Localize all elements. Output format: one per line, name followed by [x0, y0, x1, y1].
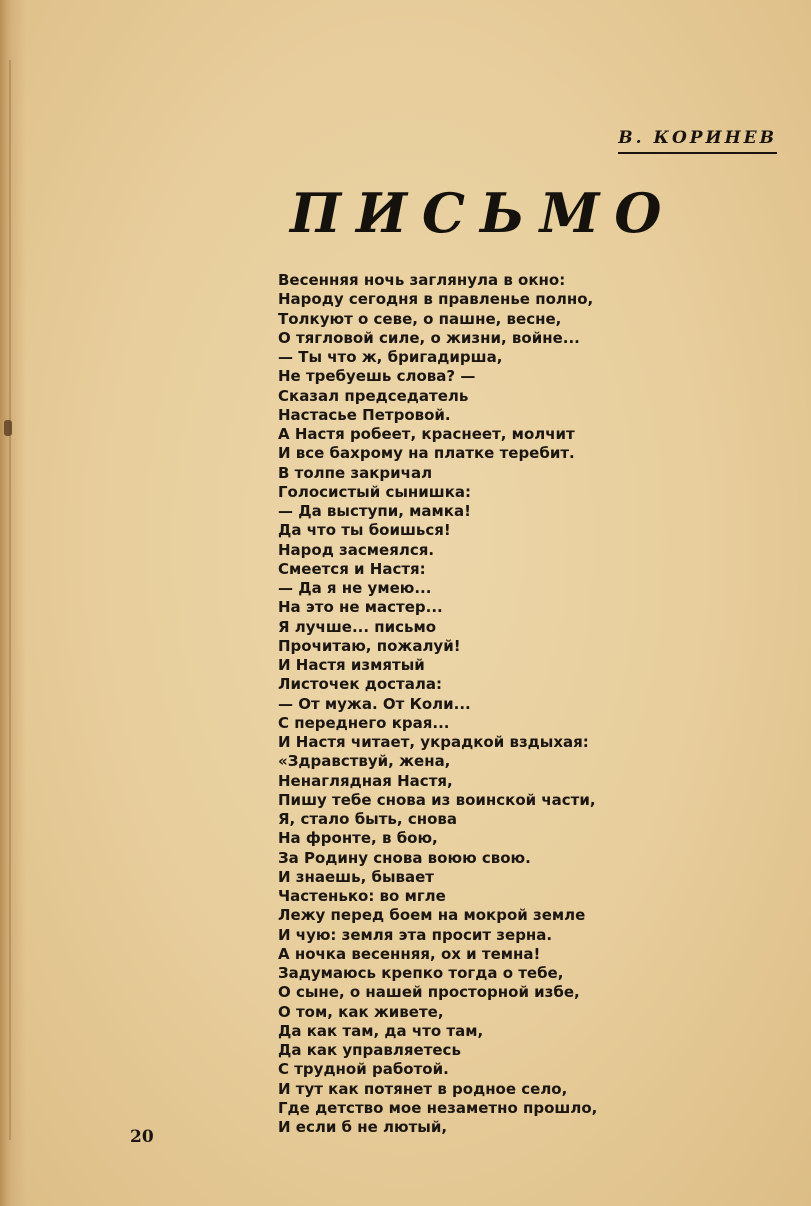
poem-line: Не требуешь слова? — [278, 367, 476, 386]
poem-line: О сыне, о нашей просторной избе, [278, 983, 580, 1002]
poem-line: Толкуют о севе, о пашне, весне, [278, 309, 562, 328]
poem-line: Частенько: во мгле [278, 887, 446, 905]
poem-line: И Настя измятый [278, 656, 425, 674]
poem-line: Лежу перед боем на мокрой земле [278, 906, 586, 925]
poem-line: — Да я не умею... [278, 579, 432, 597]
poem-line: Смеется и Настя: [278, 559, 426, 578]
poem-line: О том, как живете, [278, 1002, 444, 1021]
poem-line: А Настя робеет, краснеет, молчит [278, 425, 575, 443]
poem-line: Весенняя ночь заглянула в окно: [278, 271, 566, 289]
poem-line: На это не мастер... [278, 598, 443, 617]
poem-line: Задумаюсь крепко тогда о тебе, [278, 964, 564, 982]
poem-line: Я, стало быть, снова [278, 810, 458, 828]
poem-line: Да как управляетесь [278, 1041, 461, 1059]
poem-line: — Ты что ж, бригадирша, [278, 348, 503, 366]
poem-line: И чую: земля эта просит зерна. [278, 925, 553, 944]
poem-line: И все бахрому на платке теребит. [278, 444, 575, 463]
poem-line: Голосистый сынишка: [278, 482, 472, 501]
poem-line: И если б не лютый, [278, 1118, 448, 1136]
poem-line: О тягловой силе, о жизни, войне... [278, 328, 580, 347]
poem-line: Ненаглядная Настя, [278, 771, 453, 790]
poem-line: «Здравствуй, жена, [278, 752, 451, 771]
poem-line: Настасье Петровой. [278, 405, 451, 424]
poem-line: Да как там, да что там, [278, 1021, 484, 1040]
poem-line: И Настя читает, украдкой вздыхая: [278, 733, 589, 751]
poem-line: Листочек достала: [278, 675, 442, 694]
poem-line: Прочитаю, пожалуй! [278, 636, 461, 655]
poem-line: И тут как потянет в родное село, [278, 1079, 568, 1098]
page-number: 20 [130, 1127, 154, 1147]
poem-line: Народ засмеялся. [278, 540, 435, 559]
poem-line: — От мужа. От Коли... [278, 694, 471, 713]
page-gutter-shadow [0, 0, 26, 1206]
author-name: В. КОРИНЕВ [618, 128, 777, 154]
poem-line: Сказал председатель [278, 386, 469, 405]
poem-title: ПИСЬМО [290, 181, 677, 245]
poem-line: А ночка весенняя, ох и темна! [278, 944, 541, 963]
poem-line: Да что ты боишься! [278, 521, 451, 540]
poem-line: — Да выступи, мамка! [278, 502, 471, 520]
binding-mark [4, 420, 12, 436]
poem-line: За Родину снова воюю свою. [278, 848, 531, 867]
poem-line: Где детство мое незаметно прошло, [278, 1098, 598, 1117]
poem-line: Я лучше... письмо [278, 617, 437, 636]
poem-line: И знаешь, бывает [278, 867, 435, 886]
poem-line: Народу сегодня в правленье полно, [278, 290, 594, 309]
poem-line: В толпе закричал [278, 463, 433, 482]
poem-line: С трудной работой. [278, 1060, 449, 1079]
binding-line [9, 60, 11, 1140]
poem-line: Пишу тебе снова из воинской части, [278, 790, 596, 809]
poem-text [278, 271, 678, 1137]
poem-line: На фронте, в бою, [278, 829, 438, 848]
poem-line: С переднего края... [278, 713, 450, 732]
